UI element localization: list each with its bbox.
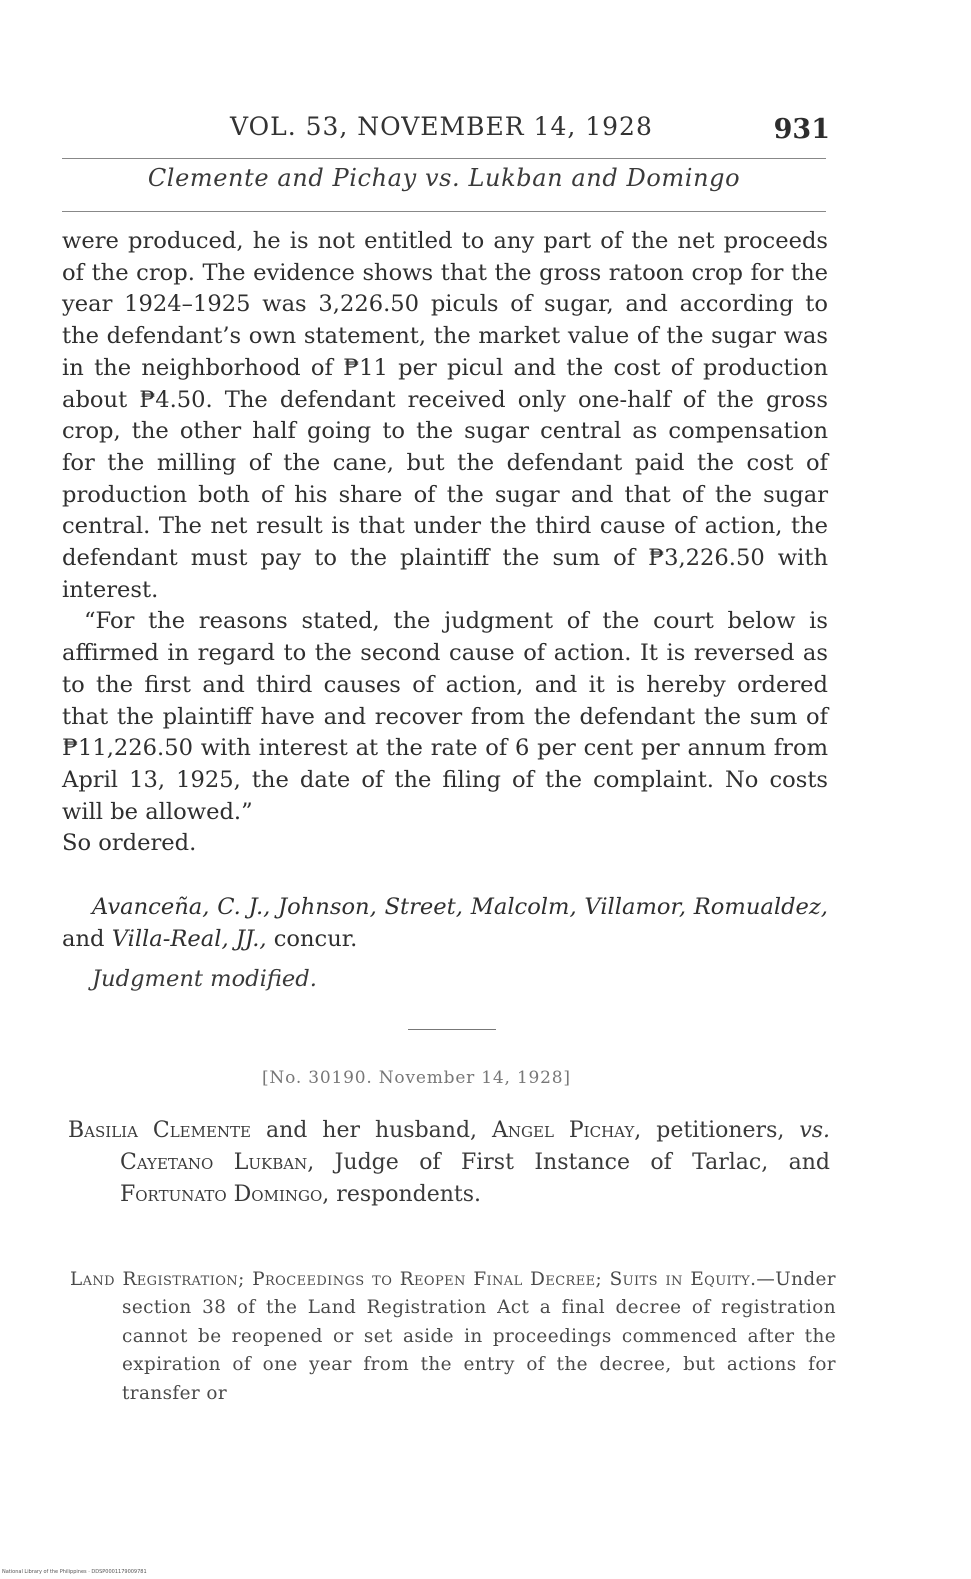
- paragraph-1: were produced, he is not entitled to any part of the net proceeds of the crop. The evidence shows that the gross ratoon crop for the year 1924–1925 was 3,226.50 piculs of sugar, and according to the defendant’s own statement, the market value of the sugar was in the neighborhood of ₱11 per picul and the cost of production about ₱4.50. The defendant received only one-half of the gross crop, the other half going to the sugar central as compensation for the milling of the cane, but the defendant paid the cost of production both of his share of the sugar and that of the sugar central. The net result is that under the third cause of action, the defendant must pay to the plaintiff the sum of ₱3,226.50 with interest.: [62, 228, 828, 603]
- section-divider: [408, 1029, 496, 1030]
- respondent-2: Fortunato Domingo,: [120, 1182, 330, 1207]
- last-justice: Villa-Real, JJ.,: [111, 925, 267, 952]
- syllabus: [70, 1266, 836, 1408]
- paragraph-2: “For the reasons stated, the judgment of the court below is affirmed in regard to the second cause of action. It is reversed as to the first and third causes of action, and it is hereby ordered that the plaintiff have and recover from the defendant the sum of ₱11,226.50 with interest at the rate of 6 per cent per annum from April 13, 1925, the date of the filing of the complaint. No costs will be allowed.”: [62, 608, 828, 825]
- running-head: [62, 108, 834, 156]
- parties-text-4: respondents.: [336, 1182, 482, 1207]
- document-page: [62, 0, 834, 1579]
- case-title: Clemente and Pichay vs. Lukban and Domingo: [147, 164, 741, 192]
- case-number: [No. 30190. November 14, 1928]: [262, 1068, 571, 1088]
- page-number: 931: [773, 114, 830, 145]
- volume-line: VOL. 53, NOVEMBER 14, 1928: [230, 112, 653, 141]
- and-word: and: [62, 925, 105, 952]
- parties-text-1: and her husband,: [265, 1118, 478, 1143]
- decision-body: [62, 226, 828, 860]
- header-rule-bottom: [62, 211, 826, 212]
- parties-text-3: Judge of First Instance of Tarlac, and: [334, 1150, 830, 1175]
- case-parties: [68, 1115, 830, 1211]
- concur-word: concur.: [273, 925, 358, 952]
- versus: vs.: [799, 1118, 831, 1143]
- syllabus-text: —Under section 38 of the Land Registration Act a final decree of registration cannot be reopened or set aside in proceedings commenced after the expiration of one year from the entry of the decree, but actions for transfer or: [122, 1269, 836, 1404]
- petitioner-1: Basilia Clemente: [68, 1118, 252, 1143]
- scan-credit: National Library of the Philippines · DDSP0001179009781: [2, 1569, 147, 1575]
- syllabus-headnote: Land Registration; Proceedings to Reopen Final Decree; Suits in Equity.: [70, 1269, 757, 1290]
- so-ordered: So ordered.: [62, 830, 197, 857]
- concurrence: [62, 892, 828, 955]
- parties-text-2: petitioners,: [656, 1118, 785, 1143]
- respondent-1: Cayetano Lukban,: [120, 1150, 315, 1175]
- justices-list: Avanceña, C. J., Johnson, Street, Malcolm, Villamor, Romualdez,: [92, 894, 828, 920]
- petitioner-2: Angel Pichay,: [492, 1118, 642, 1143]
- header-rule-top: [62, 158, 826, 159]
- disposition: Judgment modified.: [92, 966, 317, 992]
